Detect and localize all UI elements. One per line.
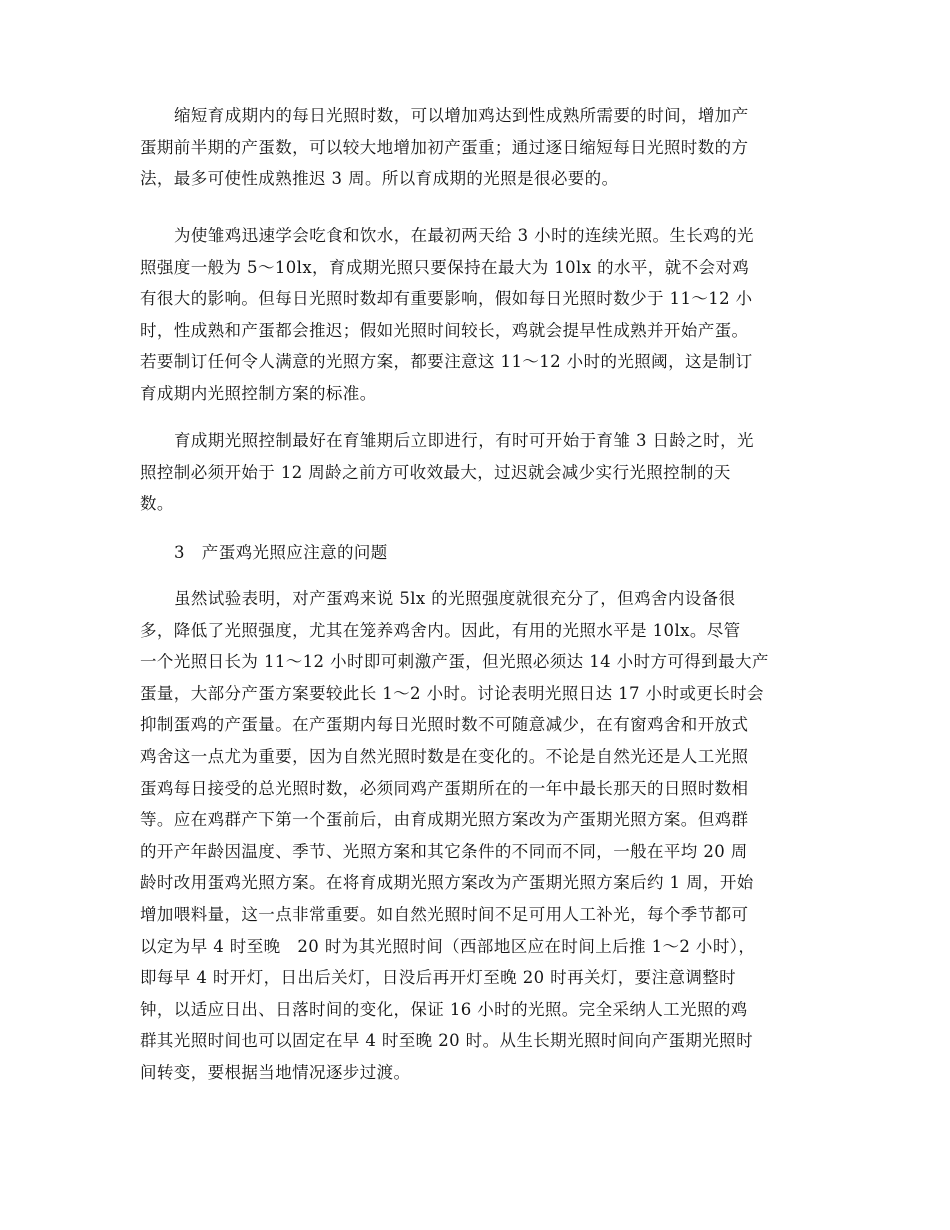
text-line: 增加喂料量，这一点非常重要。如自然光照时间不足可用人工补光，每个季节都可 <box>140 904 749 924</box>
section-heading <box>140 537 812 569</box>
text-line: 数。 <box>140 494 174 514</box>
text-line: 鸡舍这一点尤为重要，因为自然光照时数是在变化的。不论是自然光还是人工光照 <box>140 746 749 766</box>
text-line: 育成期内光照控制方案的标准。 <box>140 383 377 403</box>
paragraph-2 <box>140 220 812 410</box>
text-line: 蛋量，大部分产蛋方案要较此长 1～2 小时。讨论表明光照日达 17 小时或更长时会 <box>140 683 764 703</box>
text-line: 即每早 4 时开灯，日出后关灯，日没后再开灯至晚 20 时再关灯，要注意调整时 <box>140 968 737 988</box>
text-line: 等。应在鸡群产下第一个蛋前后，由育成期光照方案改为产蛋期光照方案。但鸡群 <box>140 810 749 830</box>
text-line: 群其光照时间也可以固定在早 4 时至晚 20 时。从生长期光照时间向产蛋期光照时 <box>140 1031 753 1051</box>
text-line: 若要制订任何令人满意的光照方案，都要注意这 11～12 小时的光照阈，这是制订 <box>140 352 753 372</box>
text-line: 的开产年龄因温度、季节、光照方案和其它条件的不同而不同，一般在平均 20 周 <box>140 841 748 861</box>
text-line: 钟，以适应日出、日落时间的变化，保证 16 小时的光照。完全采纳人工光照的鸡 <box>140 999 748 1019</box>
text-line: 蛋期前半期的产蛋数，可以较大地增加初产蛋重；通过逐日缩短每日光照时数的方 <box>140 137 749 157</box>
text-line: 缩短育成期内的每日光照时数，可以增加鸡达到性成熟所需要的时间，增加产 <box>174 106 749 125</box>
text-line: 法，最多可使性成熟推迟 3 周。所以育成期的光照是很必要的。 <box>140 169 619 189</box>
text-line: 蛋鸡每日接受的总光照时数，必须同鸡产蛋期所在的一年中最长那天的日照时数相 <box>140 778 749 798</box>
text-line: 抑制蛋鸡的产蛋量。在产蛋期内每日光照时数不可随意减少，在有窗鸡舍和开放式 <box>140 715 749 735</box>
paragraph-3 <box>140 425 812 520</box>
text-line: 以定为早 4 时至晚 20 时为其光照时间（西部地区应在时间上后推 1～2 小时）， <box>140 936 756 956</box>
text-line: 间转变，要根据当地情况逐步过渡。 <box>140 1062 411 1082</box>
section-heading-text: 3 产蛋鸡光照应注意的问题 <box>174 543 388 562</box>
text-line: 多，降低了光照强度，尤其在笼养鸡舍内。因此，有用的光照水平是 10lx。尽管 <box>140 620 741 640</box>
text-line: 照控制必须开始于 12 周龄之前方可收效最大，过迟就会减少实行光照控制的天 <box>140 462 731 482</box>
text-line: 照强度一般为 5～10lx，育成期光照只要保持在最大为 10lx 的水平，就不会对鸡 <box>140 257 750 277</box>
text-line: 时，性成熟和产蛋都会推迟；假如光照时间较长，鸡就会提早性成熟并开始产蛋。 <box>140 320 749 340</box>
text-line: 育成期光照控制最好在育雏期后立即进行，有时可开始于育雏 3 日龄之时，光 <box>174 431 754 450</box>
paragraph-1 <box>140 100 812 195</box>
text-line: 有很大的影响。但每日光照时数却有重要影响，假如每日光照时数少于 11～12 小 <box>140 289 753 309</box>
text-line: 虽然试验表明，对产蛋鸡来说 5lx 的光照强度就很充分了，但鸡舍内设备很 <box>174 589 736 608</box>
text-line: 龄时改用蛋鸡光照方案。在将育成期光照方案改为产蛋期光照方案后约 1 周，开始 <box>140 873 754 893</box>
paragraph-4 <box>140 583 812 1089</box>
text-line: 一个光照日长为 11～12 小时即可刺激产蛋，但光照必须达 14 小时方可得到最大产 <box>140 652 769 672</box>
text-line: 为使雏鸡迅速学会吃食和饮水，在最初两天给 3 小时的连续光照。生长鸡的光 <box>174 226 754 245</box>
